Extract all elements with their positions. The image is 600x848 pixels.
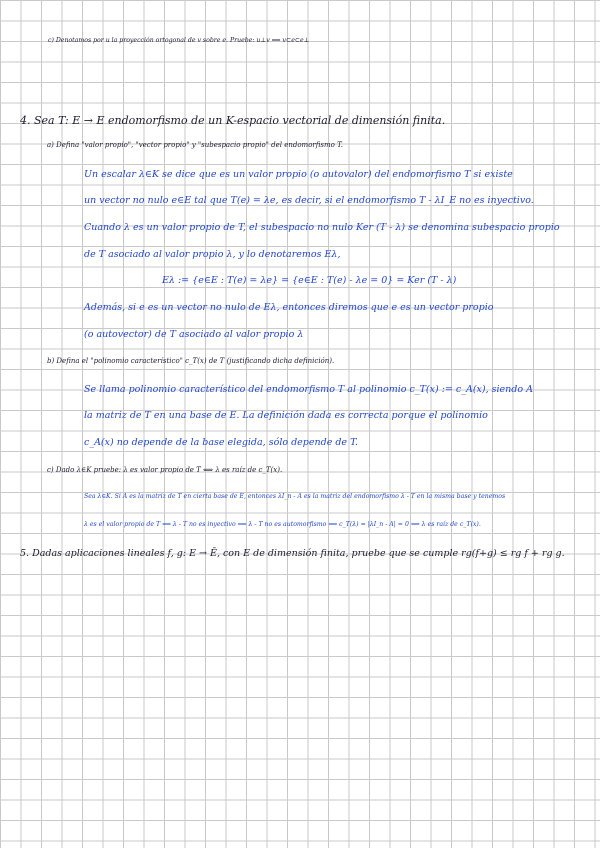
answer-4a-formula: Eλ := {e∈E : T(e) = λe} = {e∈E : T(e) - λe = 0} = Ker (T - λ) [162, 275, 457, 286]
answer-4a-line-6: (o autovector) de T asociado al valor propio λ [84, 329, 304, 340]
answer-4b-line-1: Se llama polinomio característico del endomorfismo T al polinomio c_T(x) := c_A(x), siendo A [84, 384, 533, 395]
question-4c: c) Dado λ∈K pruebe: λ es valor propio de T ⟺ λ es raíz de c_T(x). [47, 466, 283, 474]
answer-4b-line-3: c_A(x) no depende de la base elegida, sólo depende de T. [84, 437, 359, 448]
answer-4a-line-2: un vector no nulo e∈E tal que T(e) = λe, es decir, si el endomorfismo T - λI_E no es inyectivo. [84, 195, 534, 206]
question-4-statement: 4. Sea T: E → E endomorfismo de un K-espacio vectorial de dimensión finita. [20, 114, 446, 127]
question-4b: b) Defina el "polinomio característico" c_T(x) de T (justificando dicha definición). [47, 357, 335, 365]
answer-4a-line-4: de T asociado al valor propio λ, y lo denotaremos Eλ, [84, 249, 341, 260]
question-5: 5. Dadas aplicaciones lineales f, g: E → Ē, con E de dimensión finita, pruebe que se cumple rg(f+g) ≤ rg f + rg g. [20, 548, 565, 559]
answer-4a-line-5: Además, si e es un vector no nulo de Eλ, entonces diremos que e es un vector propio [84, 302, 494, 313]
answer-4b-line-2: la matriz de T en una base de E. La definición dada es correcta porque el polinomio [84, 410, 488, 421]
question-3c: c) Denotamos por u la proyección ortogonal de v sobre e. Pruebe: u⊥v ⟺ v⊂e⊂e⊥ [48, 37, 310, 44]
question-4a: a) Defina "valor propio", "vector propio" y "subespacio propio" del endomorfismo T. [47, 141, 343, 149]
answer-4a-line-3: Cuando λ es un valor propio de T, el subespacio no nulo Ker (T - λ) se denomina subespacio propio [84, 222, 560, 233]
answer-4c-line-2: λ es el valor propio de T ⟺ λ - T no es inyectivo ⟺ λ - T no es automorfismo ⟺ c_T(λ) = |λI_n - A| = 0 ⟺ λ es raíz de c_T(x). [84, 521, 481, 528]
answer-4a-line-1: Un escalar λ∈K se dice que es un valor propio (o autovalor) del endomorfismo T si existe [84, 169, 513, 180]
answer-4c-line-1: Sea λ∈K. Si A es la matriz de T en cierta base de E, entonces λI_n - A es la matriz del endomorfismo λ - T en la misma base y tenemos [84, 493, 506, 500]
